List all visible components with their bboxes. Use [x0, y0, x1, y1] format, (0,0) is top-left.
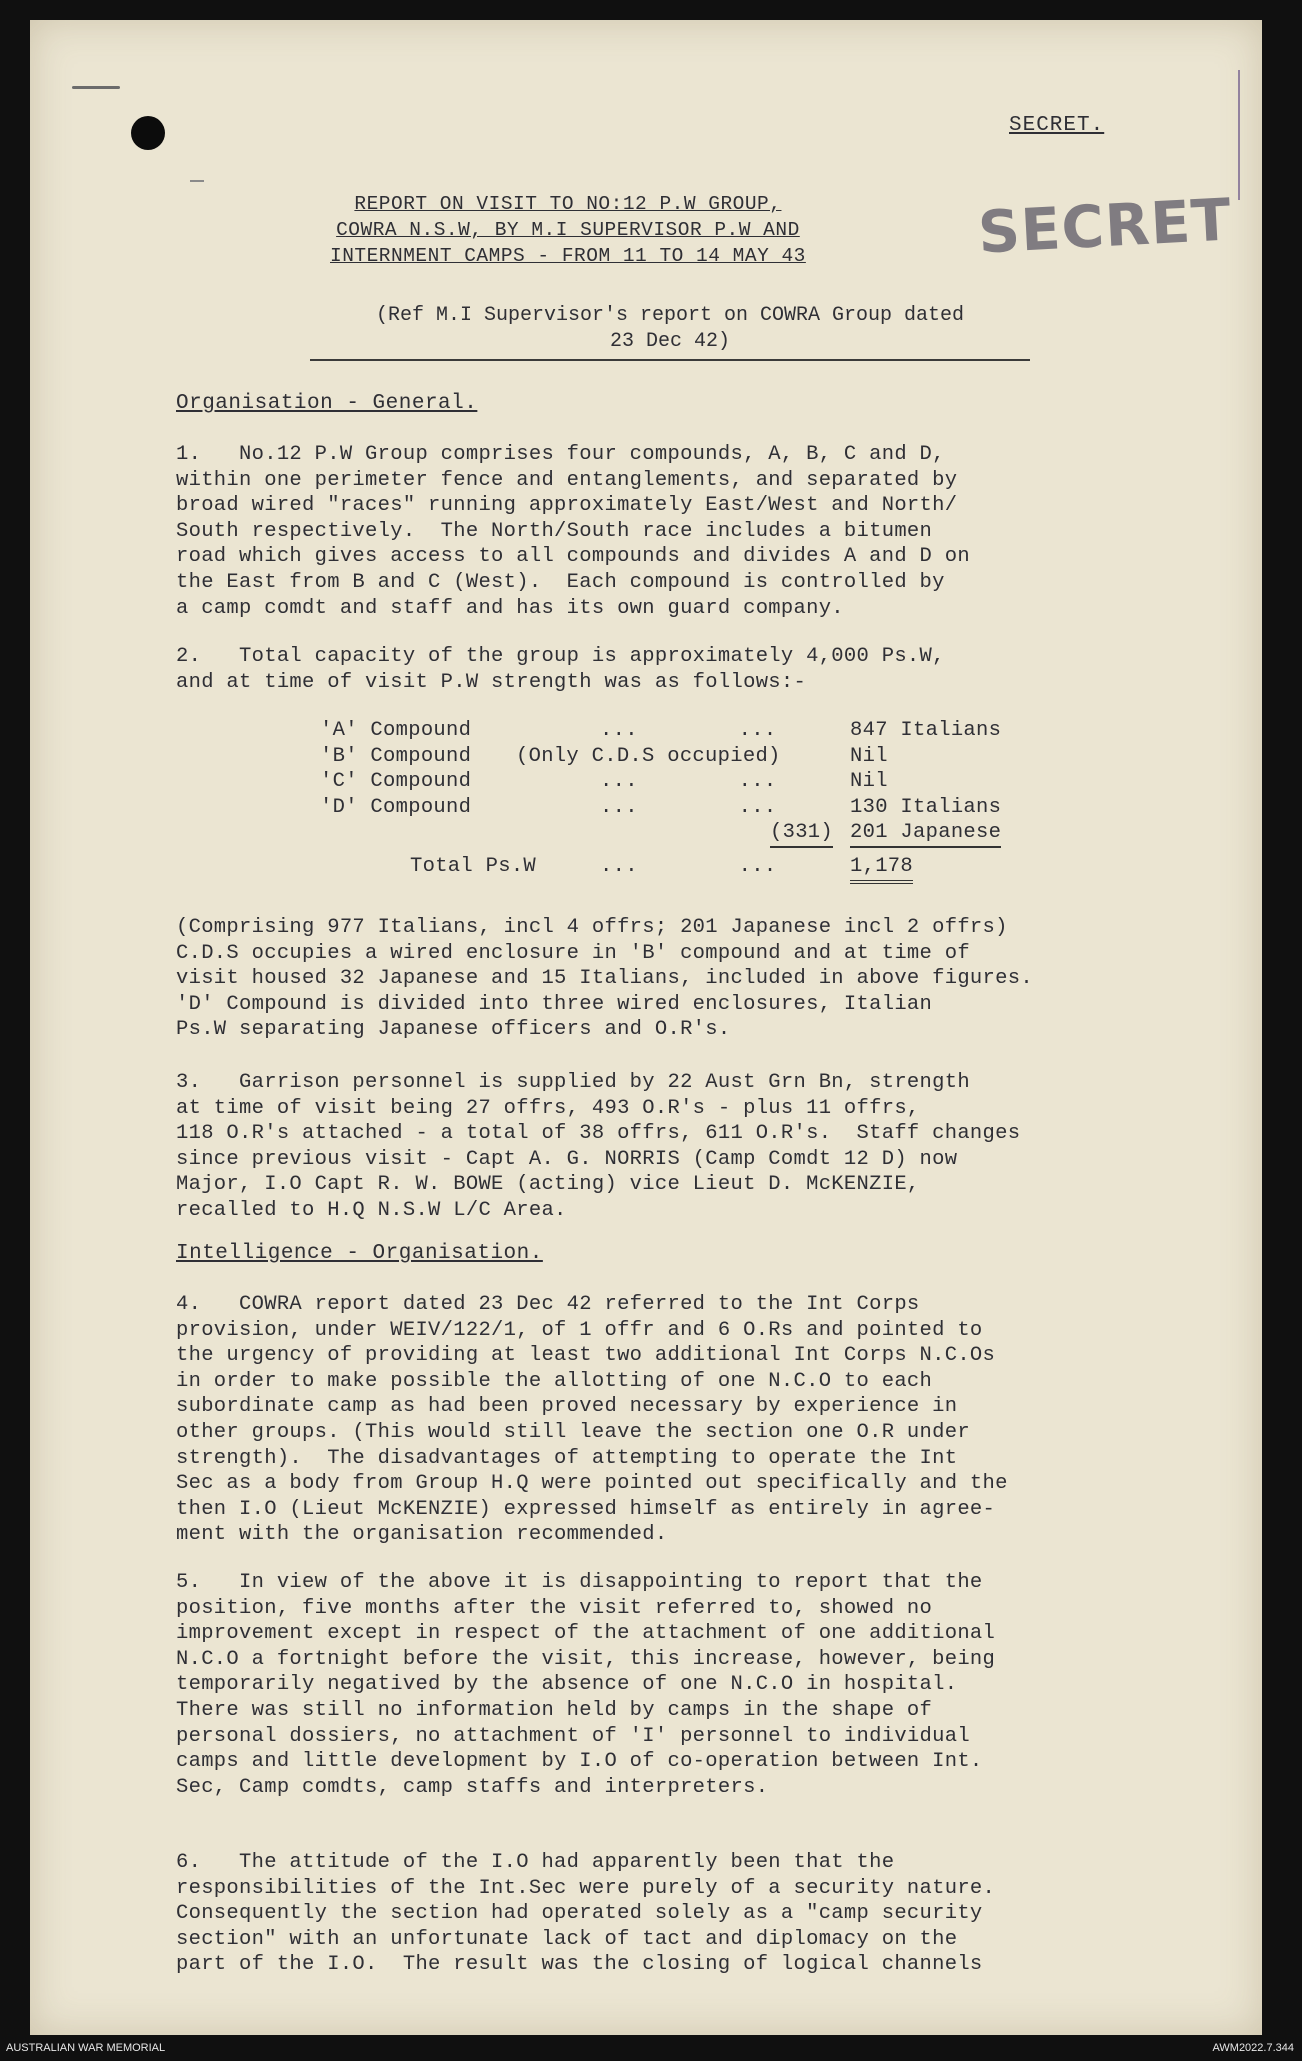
pen-mark — [190, 180, 204, 182]
compound-value: 201 Japanese — [850, 820, 1001, 848]
text-line: 6. The attitude of the I.O had apparently been that the — [176, 1851, 895, 1874]
text-line: recalled to H.Q N.S.W L/C Area. — [176, 1198, 567, 1222]
text-line: at time of visit being 27 offrs, 493 O.R's - plus 11 offrs, — [176, 1096, 920, 1120]
footer-institution: AUSTRALIAN WAR MEMORIAL — [6, 2042, 166, 2054]
reference-line: 23 Dec 42) — [609, 330, 731, 353]
text-line: camps and little development by I.O of co-operation between Int. — [176, 1750, 983, 1774]
text-line: road which gives access to all compounds and divides A and D on — [176, 545, 970, 569]
text-line: 3. Garrison personnel is supplied by 22 Aust Grn Bn, strength — [176, 1071, 970, 1094]
text-line: since previous visit - Capt A. G. NORRIS (Camp Comdt 12 D) now — [176, 1147, 958, 1171]
text-line: N.C.O a fortnight before the visit, this increase, however, being — [176, 1647, 996, 1671]
text-line: ment with the organisation recommended. — [176, 1523, 668, 1547]
text-line: 4. COWRA report dated 23 Dec 42 referred to the Int Corps — [176, 1293, 920, 1316]
pen-mark — [72, 86, 120, 89]
paragraph-5 — [176, 1570, 1186, 1800]
margin-pencil-line — [1238, 70, 1240, 200]
compound-value: Nil — [850, 744, 888, 768]
compound-value: 847 Italians — [850, 719, 1002, 742]
compound-value: Nil — [850, 770, 888, 794]
compound-name: 'C' Compound — [320, 770, 472, 794]
text-line: personal dossiers, no attachment of 'I' personnel to individual — [176, 1724, 970, 1748]
text-line: provision, under WEIV/122/1, of 1 offr and 6 O.Rs and pointed to — [176, 1318, 983, 1342]
text-line: part of the I.O. The result was the closing of logical channels — [176, 1953, 983, 1977]
text-line: 2. Total capacity of the group is approximately 4,000 Ps.W, — [176, 645, 945, 668]
text-line: Sec, Camp comdts, camp staffs and interpreters. — [176, 1775, 769, 1799]
compound-name: 'B' Compound — [320, 744, 472, 768]
paragraph-4 — [176, 1292, 1186, 1548]
text-line: Ps.W separating Japanese officers and O.R's. — [176, 1018, 731, 1042]
text-line: Consequently the section had operated solely as a "camp security — [176, 1902, 983, 1926]
compound-note: (Only C.D.S occupied) — [516, 744, 781, 768]
text-line: Major, I.O Capt R. W. BOWE (acting) vice Lieut D. McKENZIE, — [176, 1173, 920, 1197]
text-line: 118 O.R's attached - a total of 38 offrs, 611 O.R's. Staff changes — [176, 1122, 1021, 1146]
paragraph-2 — [176, 644, 1186, 695]
report-title — [330, 191, 806, 269]
text-line: visit housed 32 Japanese and 15 Italians, included in above figures. — [176, 967, 1033, 991]
compound-note: (331) — [770, 820, 833, 848]
text-line: the urgency of providing at least two additional Int Corps N.C.Os — [176, 1344, 996, 1368]
compound-name: 'D' Compound — [320, 795, 472, 819]
text-line: 'D' Compound is divided into three wired enclosures, Italian — [176, 992, 933, 1016]
compound-note: ... ... — [600, 719, 777, 742]
footer-accession-number: AWM2022.7.344 — [1212, 2042, 1294, 2054]
compound-strength-table — [320, 718, 1002, 880]
text-line: broad wired "races" running approximately East/West and North/ — [176, 494, 958, 518]
paragraph-6 — [176, 1850, 1186, 1978]
text-line: position, five months after the visit referred to, showed no — [176, 1596, 933, 1620]
compound-name: 'A' Compound — [320, 719, 472, 742]
total-value: 1,178 — [850, 854, 913, 884]
classification-label: SECRET. — [1009, 114, 1105, 137]
text-line: temporarily negatived by the absence of one N.C.O in hospital. — [176, 1673, 958, 1697]
text-line: 1. No.12 P.W Group comprises four compounds, A, B, C and D, — [176, 443, 945, 466]
text-line: other groups. (This would still leave the section one O.R under — [176, 1420, 970, 1444]
paragraph-2-continued — [176, 915, 1186, 1043]
paragraph-3 — [176, 1070, 1186, 1224]
secret-stamp: SECRET — [976, 185, 1234, 267]
section-heading-organisation: Organisation - General. — [176, 392, 478, 415]
text-line: then I.O (Lieut McKENZIE) expressed himself as entirely in agree- — [176, 1497, 996, 1521]
title-line: REPORT ON VISIT TO NO:12 P.W GROUP, — [354, 193, 782, 215]
title-line: INTERNMENT CAMPS - FROM 11 TO 14 MAY 43 — [330, 245, 806, 267]
document-page — [30, 20, 1262, 2035]
compound-note: ... ... — [600, 795, 777, 819]
punch-hole — [131, 116, 165, 150]
table-total-row — [320, 854, 914, 880]
text-line: in order to make possible the allotting of one N.C.O to each — [176, 1369, 933, 1393]
text-line: a camp comdt and staff and has its own guard company. — [176, 596, 844, 620]
text-line: Sec as a body from Group H.Q were pointed out specifically and the — [176, 1472, 1008, 1496]
compound-value: 130 Italians — [850, 795, 1002, 819]
table-row — [320, 718, 1002, 744]
paragraph-1 — [176, 442, 1186, 621]
compound-note: ... ... — [600, 770, 777, 794]
text-line: section" with an unfortunate lack of tact and diplomacy on the — [176, 1927, 958, 1951]
section-heading-intelligence: Intelligence - Organisation. — [176, 1242, 543, 1265]
text-line: South respectively. The North/South race includes a bitumen — [176, 519, 933, 543]
title-line: COWRA N.S.W, BY M.I SUPERVISOR P.W AND — [336, 219, 800, 241]
table-row — [320, 795, 1002, 821]
text-line: strength). The disadvantages of attempting to operate the Int — [176, 1446, 958, 1470]
table-row — [320, 820, 1002, 846]
text-line: and at time of visit P.W strength was as follows:- — [176, 670, 807, 694]
reference-line: (Ref M.I Supervisor's report on COWRA Group dated — [375, 304, 965, 327]
text-line: 5. In view of the above it is disappointing to report that the — [176, 1571, 983, 1594]
text-line: within one perimeter fence and entanglements, and separated by — [176, 468, 958, 492]
total-label: Total Ps.W — [410, 854, 537, 878]
reference-note — [310, 303, 1030, 361]
text-line: improvement except in respect of the attachment of one additional — [176, 1622, 996, 1646]
table-row — [320, 769, 888, 795]
text-line: There was still no information held by camps in the shape of — [176, 1698, 933, 1722]
text-line: subordinate camp as had been proved necessary by experience in — [176, 1395, 958, 1419]
text-line: responsibilities of the Int.Sec were purely of a security nature. — [176, 1876, 996, 1900]
text-line: the East from B and C (West). Each compound is controlled by — [176, 570, 945, 594]
total-dots: ... ... — [600, 854, 777, 878]
text-line: C.D.S occupies a wired enclosure in 'B' compound and at time of — [176, 941, 970, 965]
text-line: (Comprising 977 Italians, incl 4 offrs; 201 Japanese incl 2 offrs) — [176, 916, 1008, 939]
table-row — [320, 744, 888, 770]
